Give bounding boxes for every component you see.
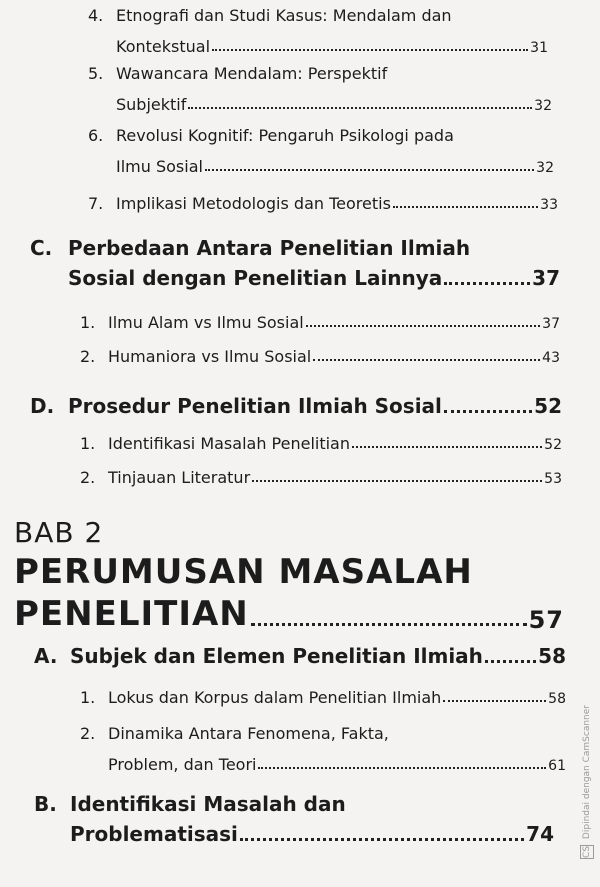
- page-number: 61: [548, 758, 566, 774]
- section-title-line: Identifikasi Masalah dan: [70, 792, 346, 816]
- entry-title-line: Wawancara Mendalam: Perspektif: [116, 64, 388, 83]
- entry-title-line: Tinjauan Literatur: [108, 468, 251, 487]
- page-number: 32: [534, 98, 552, 114]
- entry-marker: 5.: [88, 64, 104, 83]
- section-title-line: Prosedur Penelitian Ilmiah Sosial: [68, 394, 442, 418]
- chapter-label: BAB 2: [14, 516, 104, 549]
- leader-dots: [443, 699, 546, 702]
- entry-title-line: Ilmu Alam vs Ilmu Sosial: [108, 313, 304, 332]
- entry-title-line: Revolusi Kognitif: Pengaruh Psikologi pada: [116, 126, 454, 145]
- entry-title-line: Implikasi Metodologis dan Teoretis: [116, 194, 391, 213]
- entry-title-line: Identifikasi Masalah Penelitian: [108, 434, 350, 453]
- leader-dots: [240, 837, 524, 841]
- entry-title-line: Etnografi dan Studi Kasus: Mendalam dan: [116, 6, 452, 25]
- chapter-title-line: PERUMUSAN MASALAH: [14, 552, 473, 592]
- leader-dots: [188, 106, 532, 109]
- toc-entry: [80, 313, 560, 332]
- toc-section: [30, 394, 562, 418]
- entry-title-line: Humaniora vs Ilmu Sosial: [108, 347, 312, 366]
- scanner-watermark: [580, 705, 594, 859]
- section-marker: C.: [30, 236, 53, 260]
- entry-marker: 2.: [80, 724, 96, 743]
- leader-dots: [444, 281, 530, 285]
- toc-section: [30, 236, 560, 290]
- entry-marker: 1.: [80, 434, 96, 453]
- leader-dots: [444, 409, 532, 413]
- scanner-logo: CS: [582, 845, 592, 858]
- entry-marker: 4.: [88, 6, 104, 25]
- entry-title-line: Dinamika Antara Fenomena, Fakta,: [108, 724, 389, 743]
- leader-dots: [212, 48, 528, 51]
- scanner-text: Dipindai dengan CamScanner: [582, 705, 592, 840]
- entry-marker: 1.: [80, 313, 96, 332]
- section-title-line: Subjek dan Elemen Penelitian Ilmiah: [70, 644, 483, 668]
- page-number: 74: [526, 822, 554, 846]
- toc-section: [34, 644, 566, 668]
- toc-entry: [88, 194, 558, 213]
- section-marker: B.: [34, 792, 57, 816]
- section-marker: D.: [30, 394, 55, 418]
- page-number: 57: [528, 606, 564, 634]
- leader-dots: [205, 168, 534, 171]
- toc-entry: [80, 468, 562, 487]
- entry-title-line: Kontekstual: [116, 37, 211, 56]
- leader-dots: [252, 479, 542, 482]
- entry-marker: 2.: [80, 347, 96, 366]
- leader-dots: [352, 445, 542, 448]
- section-title-line: Sosial dengan Penelitian Lainnya: [68, 266, 443, 290]
- leader-dots: [306, 324, 540, 327]
- toc-entry: [80, 724, 566, 774]
- toc-section: [34, 792, 554, 846]
- toc-entry: [80, 434, 562, 453]
- entry-title-line: Subjektif: [116, 95, 187, 114]
- section-marker: A.: [34, 644, 58, 668]
- chapter-title: [14, 552, 564, 634]
- leader-dots: [251, 622, 527, 626]
- entry-title-line: Lokus dan Korpus dalam Penelitian Ilmiah: [108, 688, 442, 707]
- entry-marker: 6.: [88, 126, 104, 145]
- toc-entry: [88, 6, 548, 56]
- toc-entry: [88, 126, 554, 176]
- toc-entry: [80, 347, 560, 366]
- leader-dots: [313, 358, 540, 361]
- leader-dots: [258, 766, 546, 769]
- entry-marker: 2.: [80, 468, 96, 487]
- page-number: 32: [536, 160, 554, 176]
- page-number: 33: [540, 197, 558, 213]
- entry-marker: 7.: [88, 194, 104, 213]
- page-number: 52: [534, 394, 562, 418]
- leader-dots: [393, 205, 538, 208]
- entry-title-line: Ilmu Sosial: [116, 157, 203, 176]
- page-number: 53: [544, 471, 562, 487]
- entry-title-line: Problem, dan Teori: [108, 755, 257, 774]
- entry-marker: 1.: [80, 688, 96, 707]
- page-number: 58: [548, 691, 566, 707]
- toc-entry: [80, 688, 566, 707]
- toc-entry: [88, 64, 552, 114]
- section-title-line: Perbedaan Antara Penelitian Ilmiah: [68, 236, 471, 260]
- page-number: 52: [544, 437, 562, 453]
- chapter-title-line: PENELITIAN: [14, 594, 249, 634]
- page-number: 43: [542, 350, 560, 366]
- page-number: 37: [532, 266, 560, 290]
- section-title-line: Problematisasi: [70, 822, 238, 846]
- page-number: 37: [542, 316, 560, 332]
- leader-dots: [485, 659, 536, 663]
- page-number: 58: [538, 644, 566, 668]
- page-number: 31: [530, 40, 548, 56]
